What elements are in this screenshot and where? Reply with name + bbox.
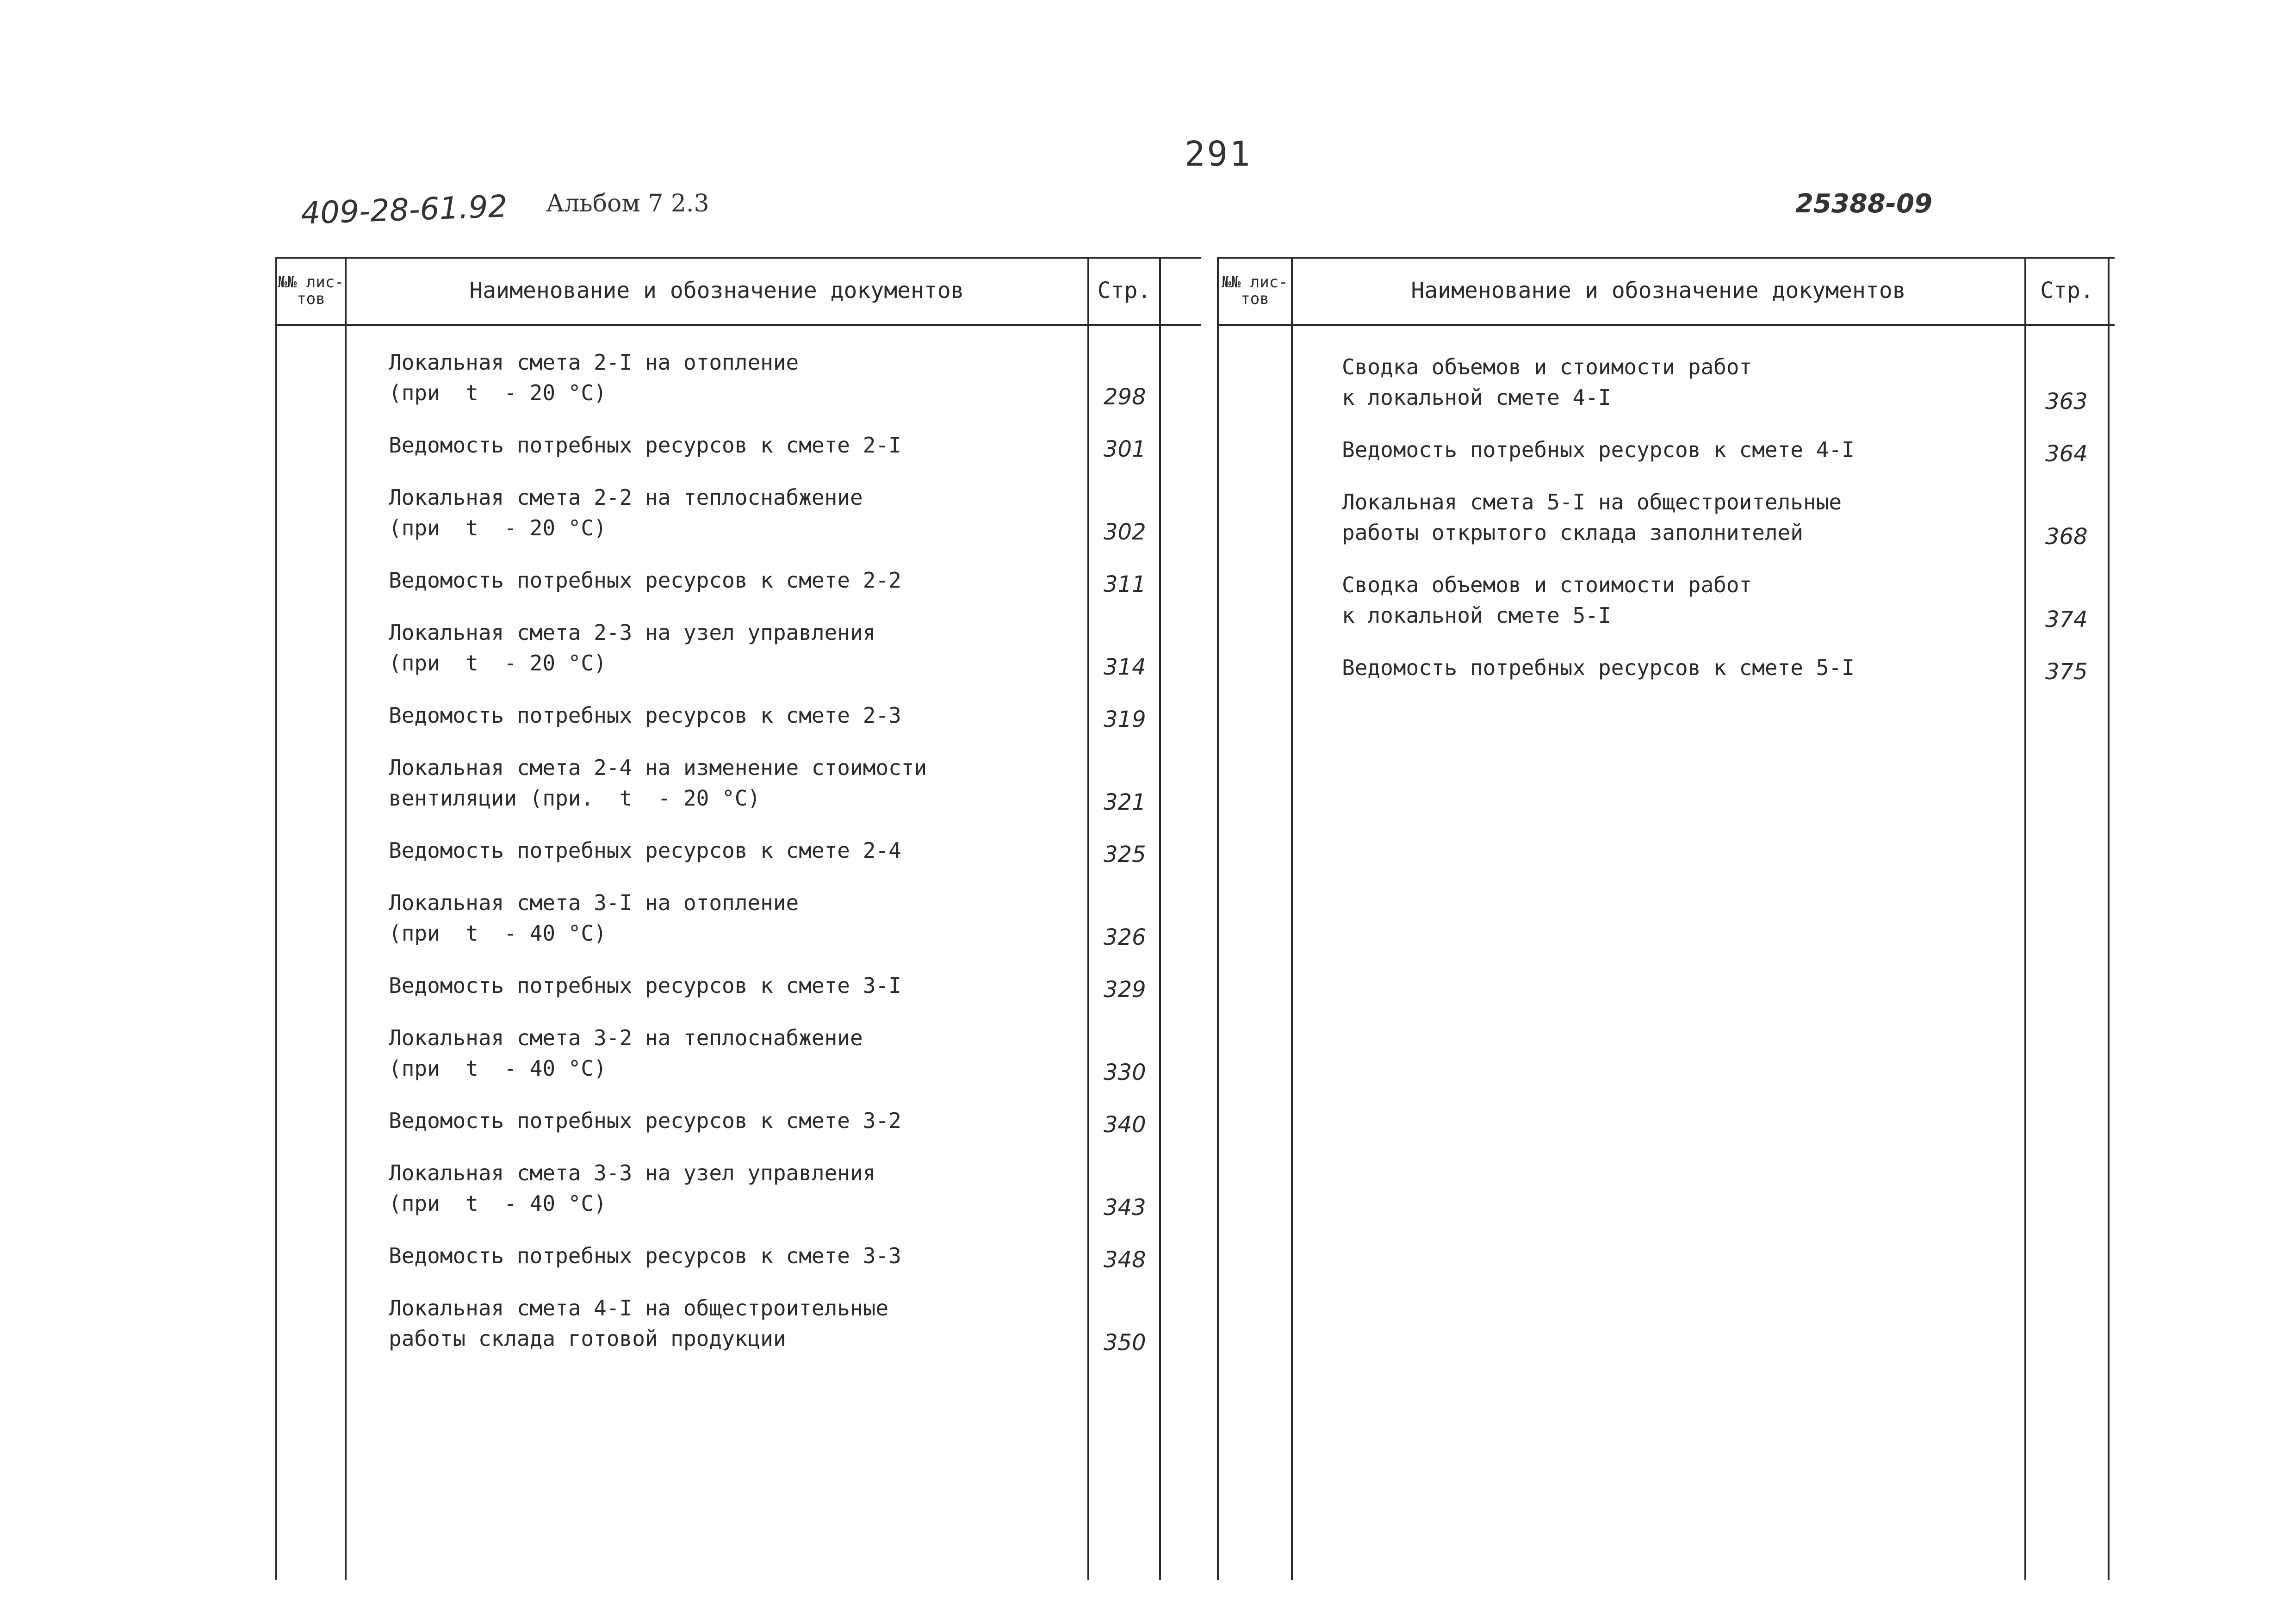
document-title: Локальная смета 2-4 на изменение стоимости вентиляции (при. t - 20 °C) <box>389 755 927 811</box>
table-column-border <box>1087 257 1089 1580</box>
column-header-name: Наименование и обозначение документов <box>469 277 964 304</box>
document-title: Локальная смета 4-I на общестроительные работы склада готовой продукции <box>389 1296 889 1351</box>
document-title: Локальная смета 2-I на отопление (при t - 20 °C) <box>389 350 799 405</box>
document-title: Ведомость потребных ресурсов к смете 3-I <box>389 973 901 998</box>
left-contents-table <box>275 257 1201 1580</box>
page-ref: 374 <box>2045 607 2088 632</box>
table-column-border <box>1291 257 1293 1580</box>
document-title: Ведомость потребных ресурсов к смете 5-I <box>1342 655 1855 680</box>
document-title: Локальная смета 2-3 на узел управления (при t - 20 °C) <box>389 620 876 676</box>
table-column-border <box>275 257 277 1580</box>
right-contents-table <box>1217 257 2115 1580</box>
column-header-page: Стр. <box>1097 277 1151 304</box>
table-column-border <box>1159 257 1161 1580</box>
document-title: Ведомость потребных ресурсов к смете 2-4 <box>389 838 901 863</box>
document-title: Локальная смета 3-I на отопление (при t - 40 °C) <box>389 890 799 946</box>
page-number: 291 <box>1185 134 1252 174</box>
document-title: Локальная смета 3-3 на узел управления (при t - 40 °C) <box>389 1160 876 1216</box>
page-ref: 301 <box>1104 436 1146 462</box>
page-ref: 375 <box>2045 659 2088 685</box>
document-title: Ведомость потребных ресурсов к смете 4-I <box>1342 437 1855 462</box>
document-title: Ведомость потребных ресурсов к смете 2-2 <box>389 568 901 593</box>
page-ref: 319 <box>1104 707 1146 732</box>
page-ref: 330 <box>1104 1060 1146 1085</box>
document-title: Локальная смета 3-2 на теплоснабжение (при t - 40 °C) <box>389 1025 863 1081</box>
document-title: Ведомость потребных ресурсов к смете 3-3 <box>389 1243 901 1268</box>
table-column-border <box>345 257 347 1580</box>
page-ref: 363 <box>2045 389 2088 415</box>
table-column-border <box>2108 257 2110 1580</box>
column-header-sheets: №№ лис-тов <box>1222 273 1288 308</box>
column-header-name: Наименование и обозначение документов <box>1411 277 1906 304</box>
table-header-divider <box>275 324 1201 326</box>
table-header-divider <box>1217 324 2115 326</box>
page-ref: 329 <box>1104 977 1146 1003</box>
document-title: Сводка объемов и стоимости работ к локальной смете 5-I <box>1342 572 1752 628</box>
page-ref: 311 <box>1104 571 1146 597</box>
page-ref: 325 <box>1104 842 1146 868</box>
document-title: Ведомость потребных ресурсов к смете 2-3 <box>389 703 901 728</box>
page-ref: 343 <box>1104 1195 1146 1221</box>
document-title: Сводка объемов и стоимости работ к локальной смете 4-I <box>1342 354 1752 410</box>
page-ref: 298 <box>1104 384 1146 410</box>
column-header-page: Стр. <box>2040 277 2094 304</box>
document-title: Локальная смета 2-2 на теплоснабжение (при t - 20 °C) <box>389 485 863 540</box>
page-ref: 348 <box>1104 1247 1146 1273</box>
document-code: 409-28-61.92 <box>300 188 508 231</box>
document-title: Ведомость потребных ресурсов к смете 2-I <box>389 433 901 458</box>
page-ref: 314 <box>1104 654 1146 680</box>
column-header-sheets: №№ лис-тов <box>278 273 344 308</box>
page-ref: 368 <box>2045 524 2088 550</box>
table-column-border <box>2024 257 2026 1580</box>
page-ref: 326 <box>1104 924 1146 950</box>
document-title: Локальная смета 5-I на общестроительные работы открытого склада заполнителей <box>1342 490 1842 545</box>
document-title: Ведомость потребных ресурсов к смете 3-2 <box>389 1108 901 1133</box>
page-ref: 321 <box>1104 789 1146 815</box>
table-column-border <box>1217 257 1219 1580</box>
page-ref: 340 <box>1104 1112 1146 1138</box>
album-label: Альбом 7 2.3 <box>546 190 709 217</box>
page-ref: 364 <box>2045 441 2088 467</box>
document-number: 25388-09 <box>1795 189 1932 219</box>
page-ref: 302 <box>1104 519 1146 545</box>
page-ref: 350 <box>1104 1330 1146 1356</box>
